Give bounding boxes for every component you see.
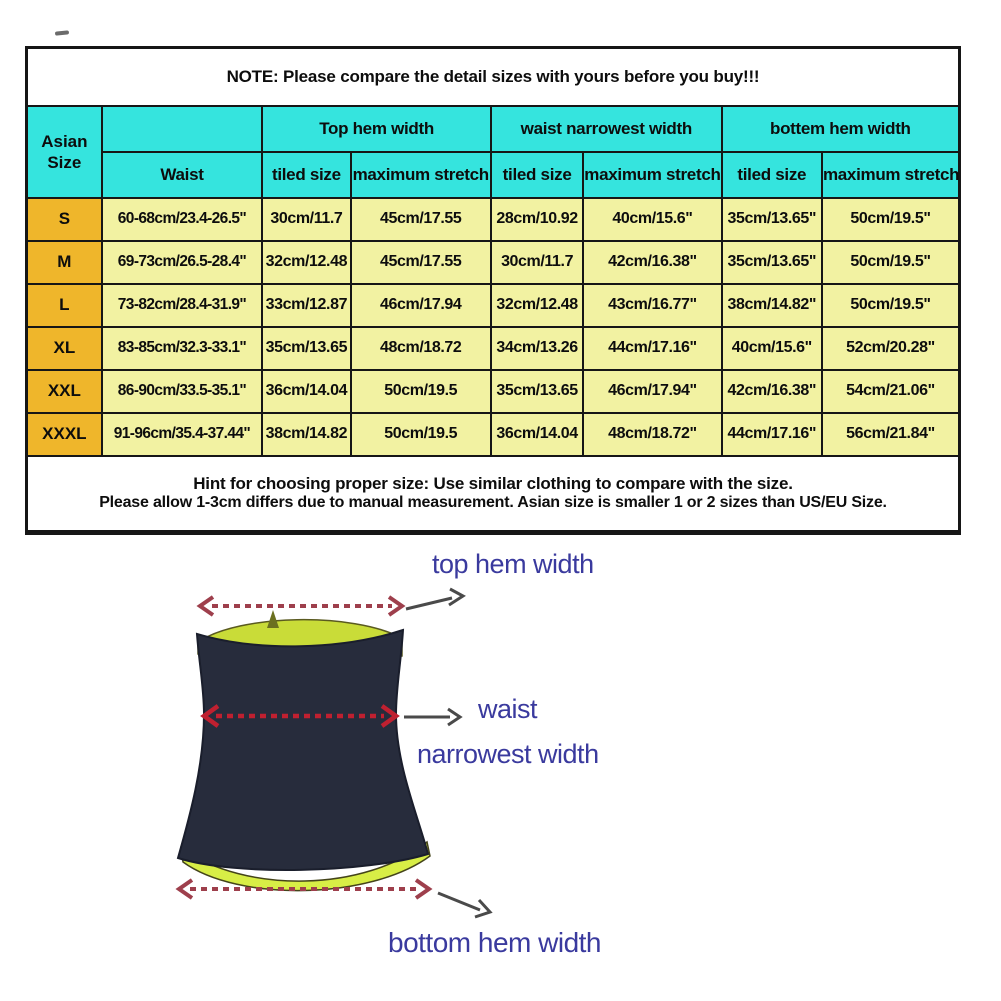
value-cell: 50cm/19.5": [822, 241, 960, 284]
size-cell: L: [27, 284, 102, 327]
waist-pointer-arrow: [404, 709, 460, 725]
value-cell: 46cm/17.94": [583, 370, 721, 413]
value-cell: 32cm/12.48: [262, 241, 350, 284]
value-cell: 50cm/19.5: [351, 370, 491, 413]
value-cell: 34cm/13.26: [491, 327, 583, 370]
value-cell: 35cm/13.65: [262, 327, 350, 370]
bottom-hem-width-label: bottom hem width: [388, 927, 601, 958]
hint-banner: [27, 456, 960, 533]
value-cell: 36cm/14.04: [262, 370, 350, 413]
value-cell: 32cm/12.48: [491, 284, 583, 327]
value-cell: 30cm/11.7: [262, 198, 350, 241]
value-cell: 45cm/17.55: [351, 198, 491, 241]
top-hem-pointer-arrow: [406, 589, 463, 609]
sub-header: maximum stretch: [351, 152, 491, 198]
value-cell: 35cm/13.65": [722, 198, 822, 241]
sub-header: tiled size: [262, 152, 350, 198]
value-cell: 48cm/18.72": [583, 413, 721, 456]
sub-header: tiled size: [722, 152, 822, 198]
sub-header: maximum stretch: [583, 152, 721, 198]
sub-header: tiled size: [491, 152, 583, 198]
table-row: [27, 327, 960, 370]
value-cell: 40cm/15.6": [722, 327, 822, 370]
waist-cell: 73-82cm/28.4-31.9": [102, 284, 263, 327]
value-cell: 42cm/16.38": [583, 241, 721, 284]
note-banner: NOTE: Please compare the detail sizes with yours before you buy!!!: [27, 48, 960, 106]
table-row: [27, 284, 960, 327]
waist-cell: 91-96cm/35.4-37.44": [102, 413, 263, 456]
value-cell: 40cm/15.6": [583, 198, 721, 241]
value-cell: 30cm/11.7: [491, 241, 583, 284]
corner-header: [27, 106, 102, 198]
value-cell: 56cm/21.84": [822, 413, 960, 456]
waist-header: Waist: [102, 152, 263, 198]
value-cell: 38cm/14.82": [722, 284, 822, 327]
artifact-smudge: [55, 30, 69, 35]
value-cell: 33cm/12.87: [262, 284, 350, 327]
hint-line-1: Hint for choosing proper size: Use similar clothing to compare with the size.: [193, 474, 793, 494]
value-cell: 54cm/21.06": [822, 370, 960, 413]
size-cell: XXXL: [27, 413, 102, 456]
value-cell: 43cm/16.77": [583, 284, 721, 327]
waist-cell: 86-90cm/33.5-35.1": [102, 370, 263, 413]
top-hem-width-label: top hem width: [432, 549, 594, 579]
group-header-bottom-hem: bottem hem width: [722, 106, 960, 152]
value-cell: 50cm/19.5": [822, 284, 960, 327]
value-cell: 36cm/14.04: [491, 413, 583, 456]
waist-cell: 69-73cm/26.5-28.4": [102, 241, 263, 284]
value-cell: 38cm/14.82: [262, 413, 350, 456]
value-cell: 42cm/16.38": [722, 370, 822, 413]
narrowest-width-label: narrowest width: [417, 739, 599, 769]
hint-line-2: Please allow 1-3cm differs due to manual measurement. Asian size is smaller 1 or 2 sizes than US/EU Size.: [99, 494, 887, 512]
corner-line1: Asian: [41, 131, 88, 151]
top-hem-measure-arrow: [200, 597, 402, 615]
table-row: [27, 370, 960, 413]
bottom-hem-pointer-arrow: [438, 893, 490, 917]
value-cell: 46cm/17.94: [351, 284, 491, 327]
value-cell: 45cm/17.55: [351, 241, 491, 284]
garment-top-tab: [267, 610, 279, 628]
table-row: [27, 241, 960, 284]
waist-cell: 83-85cm/32.3-33.1": [102, 327, 263, 370]
waist-header-spacer: [102, 106, 263, 152]
size-cell: S: [27, 198, 102, 241]
garment-body: [178, 630, 428, 870]
sub-header: maximum stretch: [822, 152, 960, 198]
waist-label: waist: [478, 694, 538, 724]
table-row: [27, 413, 960, 456]
corner-line2: Size: [47, 152, 82, 172]
table-row: [27, 198, 960, 241]
value-cell: 28cm/10.92: [491, 198, 583, 241]
size-cell: XL: [27, 327, 102, 370]
size-cell: M: [27, 241, 102, 284]
value-cell: 52cm/20.28": [822, 327, 960, 370]
value-cell: 44cm/17.16": [722, 413, 822, 456]
size-chart-table: [25, 46, 961, 535]
size-cell: XXL: [27, 370, 102, 413]
value-cell: 48cm/18.72: [351, 327, 491, 370]
value-cell: 50cm/19.5: [351, 413, 491, 456]
value-cell: 50cm/19.5": [822, 198, 960, 241]
value-cell: 35cm/13.65: [491, 370, 583, 413]
value-cell: 35cm/13.65": [722, 241, 822, 284]
group-header-waist-narrowest: waist narrowest width: [491, 106, 722, 152]
value-cell: 44cm/17.16": [583, 327, 721, 370]
group-header-top-hem: Top hem width: [262, 106, 491, 152]
waist-cell: 60-68cm/23.4-26.5": [102, 198, 263, 241]
